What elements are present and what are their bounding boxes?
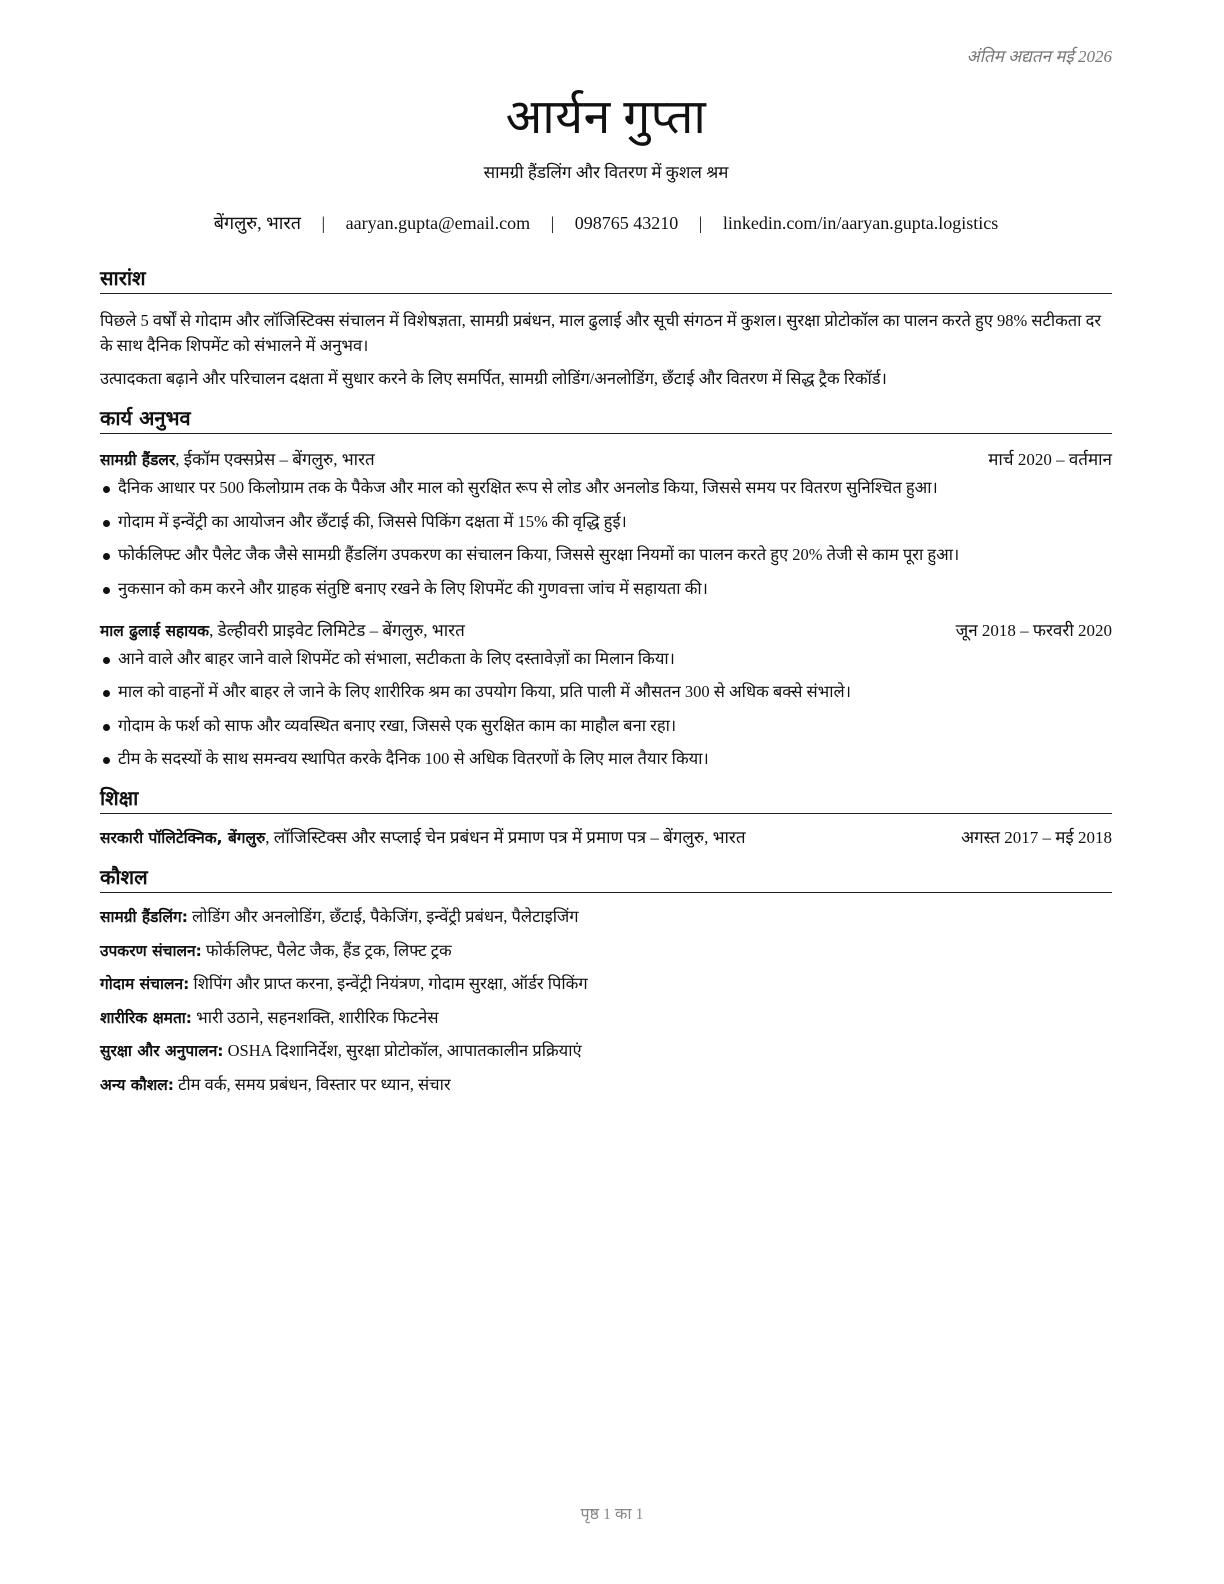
contact-line bbox=[100, 211, 1112, 235]
summary-section bbox=[100, 265, 1112, 391]
list-item: गोदाम के फर्श को साफ और व्यवस्थित बनाए रखा, जिससे एक सुरक्षित काम का माहौल बना रहा। bbox=[100, 714, 1112, 738]
job-role: सामग्री हैंडलर bbox=[100, 451, 176, 469]
tagline: सामग्री हैंडलिंग और वितरण में कुशल श्रम bbox=[483, 163, 729, 182]
candidate-name: आर्यन गुप्ता bbox=[505, 91, 707, 144]
school-name: सरकारी पॉलिटेक्निक, बेंगलुरु bbox=[100, 829, 266, 847]
job-entry bbox=[100, 619, 1112, 772]
education-section bbox=[100, 785, 1112, 850]
section-title-summary: सारांश bbox=[100, 265, 1112, 294]
education-entry bbox=[100, 826, 1112, 850]
skill-label: सुरक्षा और अनुपालन: bbox=[100, 1042, 224, 1060]
separator: | bbox=[550, 213, 555, 233]
job-bullets bbox=[100, 647, 1112, 772]
summary-paragraph: पिछले 5 वर्षों से गोदाम और लॉजिस्टिक्स संचालन में विशेषज्ञता, सामग्री प्रबंधन, माल ढुलाई और सूची संगठन में कुशल। सुरक्षा प्रोटोकॉल का पालन करते हुए 98% सटीकता दर के साथ दैनिक शिपमेंट को संभालने में अनुभव। bbox=[100, 311, 1102, 355]
section-title-experience: कार्य अनुभव bbox=[100, 405, 1112, 434]
skill-label: उपकरण संचालन: bbox=[100, 941, 202, 960]
skill-label: सामग्री हैंडलिंग: bbox=[100, 908, 188, 926]
education-details: , लॉजिस्टिक्स और सप्लाई चेन प्रबंधन में प्रमाण पत्र में प्रमाण पत्र – बेंगलुरु, भारत bbox=[265, 828, 746, 847]
education-dates: अगस्त 2017 – मई 2018 bbox=[961, 828, 1112, 847]
job-title-line bbox=[100, 448, 375, 472]
list-item: आने वाले और बाहर जाने वाले शिपमेंट को संभाला, सटीकता के लिए दस्तावेज़ों का मिलान किया। bbox=[100, 647, 1112, 671]
skill-row bbox=[100, 1073, 1112, 1097]
job-bullets bbox=[100, 476, 1112, 601]
skill-row bbox=[100, 972, 1112, 996]
education-line bbox=[100, 826, 746, 850]
job-dates: मार्च 2020 – वर्तमान bbox=[988, 450, 1112, 469]
skill-value: OSHA दिशानिर्देश, सुरक्षा प्रोटोकॉल, आपातकालीन प्रक्रियाएं bbox=[223, 1041, 582, 1060]
job-role: माल ढुलाई सहायक bbox=[100, 621, 210, 640]
skills-list bbox=[100, 905, 1112, 1097]
job-title-line bbox=[100, 619, 465, 643]
job-entry bbox=[100, 448, 1112, 601]
skill-row bbox=[100, 1006, 1112, 1030]
experience-section bbox=[100, 405, 1112, 771]
skill-label: अन्य कौशल: bbox=[100, 1075, 174, 1094]
job-company: , ईकॉम एक्सप्रेस – बेंगलुरु, भारत bbox=[175, 450, 375, 469]
skill-value: शिपिंग और प्राप्त करना, इन्वेंट्री नियंत्रण, गोदाम सुरक्षा, ऑर्डर पिकिंग bbox=[189, 974, 588, 993]
skill-value: भारी उठाने, सहनशक्ति, शारीरिक फिटनेस bbox=[192, 1007, 439, 1027]
section-title-education: शिक्षा bbox=[100, 785, 1112, 814]
summary-text bbox=[100, 308, 1112, 391]
location: बेंगलुरु, भारत bbox=[213, 213, 302, 233]
email-link[interactable]: aaryan.gupta@email.com bbox=[345, 213, 531, 233]
list-item: टीम के सदस्यों के साथ समन्वय स्थापित करके दैनिक 100 से अधिक वितरणों के लिए माल तैयार किया। bbox=[100, 747, 1112, 771]
skill-value: फोर्कलिफ्ट, पैलेट जैक, हैंड ट्रक, लिफ्ट ट्रक bbox=[201, 940, 452, 960]
job-header bbox=[100, 448, 1112, 472]
list-item: दैनिक आधार पर 500 किलोग्राम तक के पैकेज और माल को सुरक्षित रूप से लोड और अनलोड किया, जिससे समय पर वितरण सुनिश्चित हुआ। bbox=[100, 476, 1112, 500]
page-number: पृष्ठ 1 का 1 bbox=[580, 1506, 644, 1523]
skill-row bbox=[100, 939, 1112, 963]
job-header bbox=[100, 619, 1112, 643]
list-item: माल को वाहनों में और बाहर ले जाने के लिए शारीरिक श्रम का उपयोग किया, प्रति पाली में औसतन 300 से अधिक बक्से संभाले। bbox=[100, 680, 1112, 704]
linkedin-link[interactable]: linkedin.com/in/aaryan.gupta.logistics bbox=[722, 213, 999, 233]
job-company: , डेल्हीवरी प्राइवेट लिमिटेड – बेंगलुरु, भारत bbox=[209, 620, 465, 640]
skill-row bbox=[100, 1039, 1112, 1063]
skill-row bbox=[100, 905, 1112, 929]
separator: | bbox=[321, 213, 326, 233]
skill-label: शारीरिक क्षमता: bbox=[100, 1008, 192, 1027]
skill-label: गोदाम संचालन: bbox=[100, 975, 190, 993]
list-item: फोर्कलिफ्ट और पैलेट जैक जैसे सामग्री हैंडलिंग उपकरण का संचालन किया, जिससे सुरक्षा नियमों का पालन करते हुए 20% तेजी से काम पूरा हुआ। bbox=[100, 543, 1112, 567]
list-item: नुकसान को कम करने और ग्राहक संतुष्टि बनाए रखने के लिए शिपमेंट की गुणवत्ता जांच में सहायता की। bbox=[100, 577, 1112, 601]
last-updated: अंतिम अद्यतन मई 2026 bbox=[966, 47, 1112, 66]
skills-section bbox=[100, 864, 1112, 1097]
phone: 098765 43210 bbox=[574, 213, 679, 233]
job-dates: जून 2018 – फरवरी 2020 bbox=[955, 620, 1112, 640]
section-title-skills: कौशल bbox=[100, 864, 1112, 893]
skill-value: टीम वर्क, समय प्रबंधन, विस्तार पर ध्यान, संचार bbox=[173, 1074, 451, 1094]
skill-value: लोडिंग और अनलोडिंग, छँटाई, पैकेजिंग, इन्वेंट्री प्रबंधन, पैलेटाइजिंग bbox=[187, 907, 579, 926]
list-item: गोदाम में इन्वेंट्री का आयोजन और छँटाई की, जिससे पिकिंग दक्षता में 15% की वृद्धि हुई। bbox=[100, 510, 1112, 534]
separator: | bbox=[698, 213, 703, 233]
summary-paragraph: उत्पादकता बढ़ाने और परिचालन दक्षता में सुधार करने के लिए समर्पित, सामग्री लोडिंग/अनलोडिंग, छँटाई और वितरण में सिद्ध ट्रैक रिकॉर्ड। bbox=[100, 369, 887, 388]
